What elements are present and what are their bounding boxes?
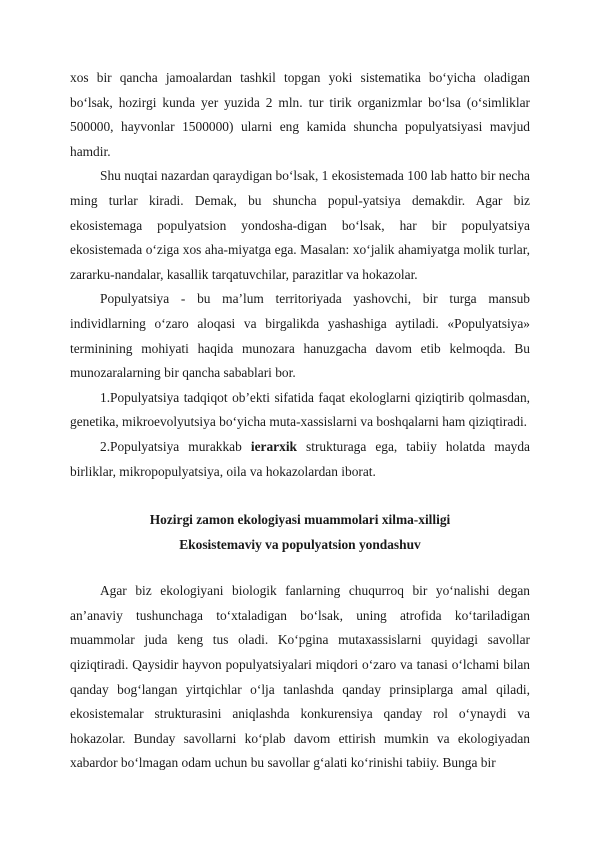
paragraph-reason-1: 1.Populyatsiya tadqiqot ob’ekti sifatida faqat ekologlarni qiziqtirib qolmasdan, genetika, mikroevolyutsiya bo‘yicha muta-xassislarni va boshqalarni ham qiziqtiradi.	[70, 389, 530, 430]
paragraph-reason-2	[70, 435, 530, 484]
spacer	[70, 557, 530, 579]
paragraph-continuation: xos bir qancha jamoalardan tashkil topgan yoki sistematika bo‘yicha oladigan bo‘lsak, hozirgi kunda yer yuzida 2 mln. tur tirik organizmlar bo‘lsa (o‘simliklar 500000, hayvonlar 1500000) ularni eng kamida shuncha populyatsiyasi mavjud hamdir.	[70, 70, 530, 159]
reason-2-text-before: 2.Populyatsiya murakkab	[100, 438, 251, 454]
section-heading-line-1: Hozirgi zamon ekologiyasi muammolari xilma-xilligi	[149, 512, 451, 528]
paragraph-ecosystem-species: Shu nuqtai nazardan qaraydigan bo‘lsak, 1 ekosistemada 100 lab hatto bir necha ming turlar kiradi. Demak, bu shuncha popul-yatsiya demakdir. Agar biz ekosistemaga populyatsion yondosha-digan bo‘lsak, har bir populyatsiya ekosistemada o‘ziga xos aha-miyatga ega. Masalan: xo‘jalik ahamiyatga molik turlar, zararku-nandalar, kasallik tarqatuvchilar, parazitlar va hokazolar.	[70, 168, 530, 282]
reason-2-text-after: strukturaga ega, tabiiy holatda mayda birliklar, mikropopulyatsiya, oila va hokazolardan iborat.	[70, 438, 530, 479]
document-page	[70, 66, 530, 776]
paragraph-ecology-questions: Agar biz ekologiyani biologik fanlarning chuqurroq bir yo‘nalishi degan an’anaviy tushunchaga to‘xtaladigan bo‘lsak, uning atrofida ko‘tariladigan muammolar juda keng tus oladi. Ko‘pgina mutaxassislarni quyidagi savollar qiziqtiradi. Qaysidir hayvon populyatsiyalari miqdori o‘zaro va tanasi o‘lchami bilan qanday bog‘langan yirtqichlar o‘lja tanlashda qanday prinsiplarga amal qiladi, ekosistemalar strukturasini aniqlashda konkurensiya qanday rol o‘ynaydi va hokazolar. Bunday savollarni ko‘plab davom ettirish mumkin va ekologiyadan xabardor bo‘lmagan odam uchun bu savollar g‘alati ko‘rinishi tabiiy. Bunga bir	[70, 583, 530, 771]
bold-term-ierarxik: ierarxik	[250, 438, 297, 454]
spacer	[70, 484, 530, 508]
paragraph-population-definition: Populyatsiya - bu ma’lum territoriyada yashovchi, bir turga mansub individlarning o‘zaro aloqasi va birgalikda yashashiga aytiladi. «Populyatsiya» terminining mohiyati haqida munozara hanuzgacha davom etib kelmoqda. Bu munozaralarning bir qancha sabablari bor.	[70, 291, 530, 381]
section-heading-line-2: Ekosistemaviy va populyatsion yondashuv	[179, 536, 421, 552]
